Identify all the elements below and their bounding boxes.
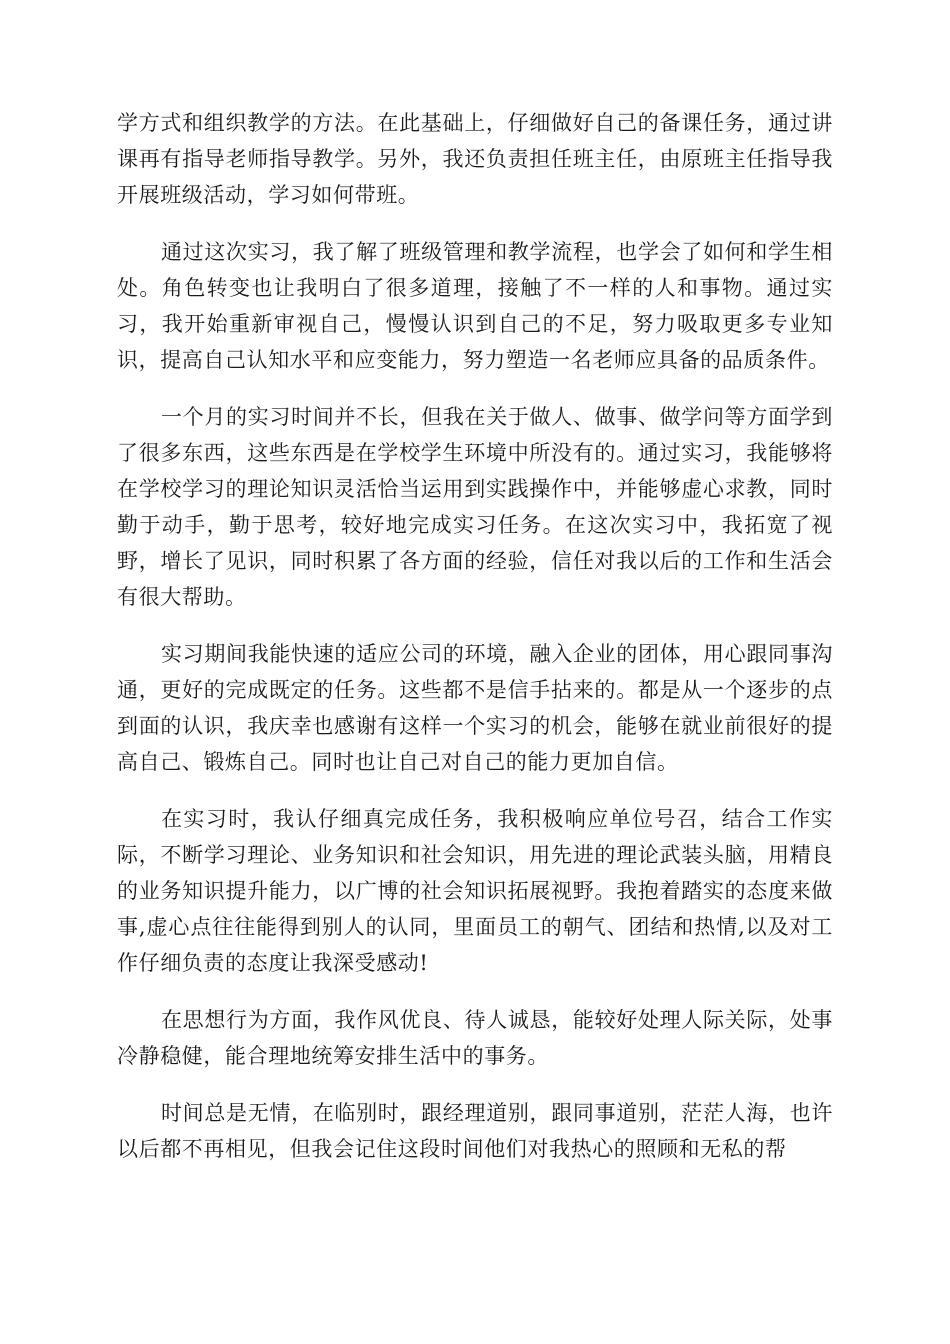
paragraph-6: 在思想行为方面，我作风优良、待人诚恳，能较好处理人际关际，处事冷静稳健，能合理地统筹安排生活中的事务。 bbox=[117, 1008, 833, 1068]
paragraph-4: 实习期间我能快速的适应公司的环境，融入企业的团体，用心跟同事沟通，更好的完成既定的任务。这些都不是信手拈来的。都是从一个逐步的点到面的认识，我庆幸也感谢有这样一个实习的机会，能够在就业前很好的提高自己、锻炼自己。同时也让自己对自己的能力更加自信。 bbox=[117, 642, 833, 774]
document-body bbox=[117, 105, 833, 1188]
paragraph-2: 通过这次实习，我了解了班级管理和教学流程，也学会了如何和学生相处。角色转变也让我明白了很多道理，接触了不一样的人和事物。通过实习，我开始重新审视自己，慢慢认识到自己的不足，努力吸取更多专业知识，提高自己认知水平和应变能力，努力塑造一名老师应具备的品质条件。 bbox=[117, 240, 833, 372]
paragraph-3: 一个月的实习时间并不长，但我在关于做人、做事、做学问等方面学到了很多东西，这些东西是在学校学生环境中所没有的。通过实习，我能够将在学校学习的理论知识灵活恰当运用到实践操作中，并能够虚心求教，同时勤于动手，勤于思考，较好地完成实习任务。在这次实习中，我拓宽了视野，增长了见识，同时积累了各方面的经验，信任对我以后的工作和生活会有很大帮助。 bbox=[117, 405, 833, 609]
paragraph-5: 在实习时，我认仔细真完成任务，我积极响应单位号召，结合工作实际，不断学习理论、业务知识和社会知识，用先进的理论武装头脑，用精良的业务知识提升能力，以广博的社会知识拓展视野。我抱着踏实的态度来做事,虚心点往往能得到别人的认同，里面员工的朝气、团结和热情,以及对工作仔细负责的态度让我深受感动! bbox=[117, 807, 833, 975]
paragraph-1: 学方式和组织教学的方法。在此基础上，仔细做好自己的备课任务，通过讲课再有指导老师指导教学。另外，我还负责担任班主任，由原班主任指导我开展班级活动，学习如何带班。 bbox=[117, 111, 833, 207]
paragraph-7: 时间总是无情，在临别时，跟经理道别，跟同事道别，茫茫人海，也许以后都不再相见，但我会记住这段时间他们对我热心的照顾和无私的帮 bbox=[117, 1101, 833, 1161]
